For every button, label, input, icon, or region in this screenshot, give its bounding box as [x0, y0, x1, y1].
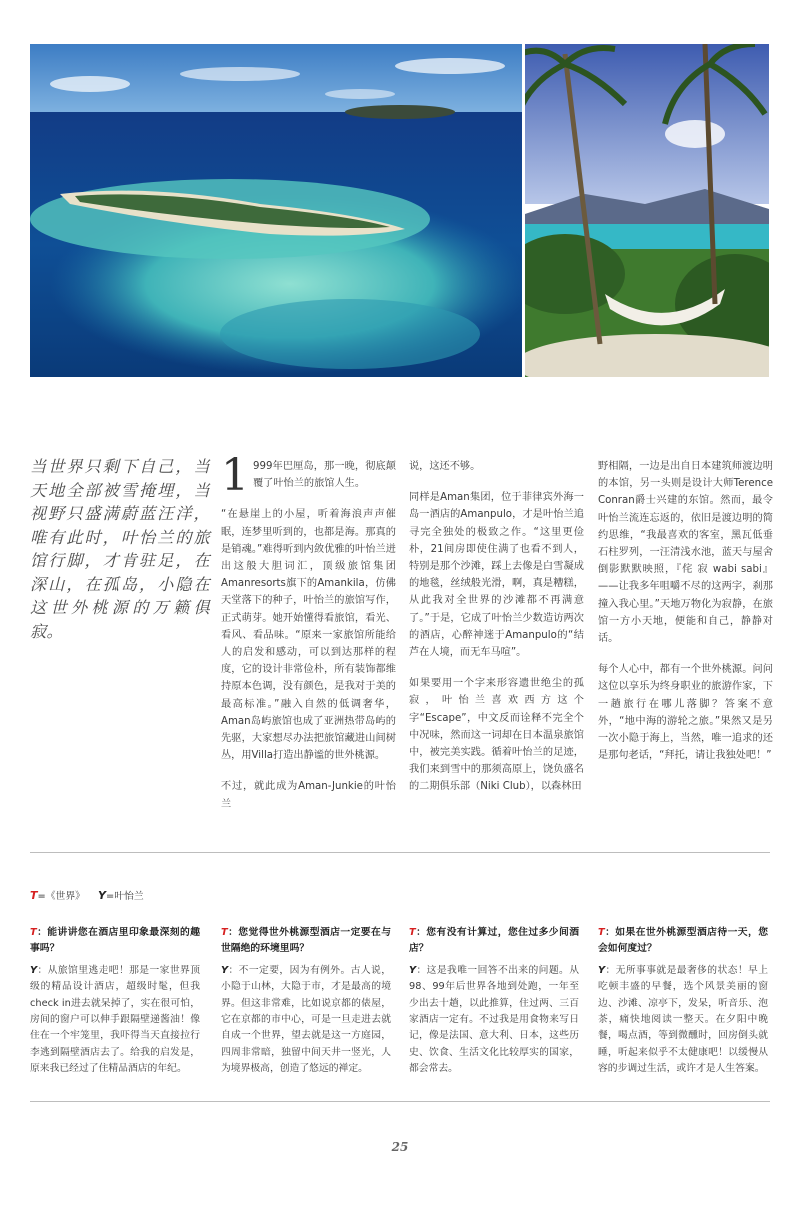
article-paragraph: 1 999年巴厘岛，那一晚，彻底颠覆了叶怡兰的旅馆人生。 [221, 450, 396, 501]
qa-answer: Y：从旅馆里逃走吧！那是一家世界顶级的精品设计酒店，超级时髦，但我check in进去就呆掉了，实在很可怕，房间的窗户可以伸手跟隔壁递酱油！像住在一个牢笼里，我吓得当天直接拉行李逃到隔壁酒店去了。给我的启发是，原来我已经过了住精品酒店的年纪。 [30, 964, 200, 1075]
article-paragraph: 同样是Aman集团，位于菲律宾外海一岛一酒店的Amanpulo，才是叶怡兰追寻完全独处的极致之作。“这里更俭朴，21间房即使住满了也看不到人，特别是那个沙滩，踩上去像是白雪凝成的地毯，丝绒般光滑，啊，真是糟糕，从此我对全世界的沙滩都不再满意了。”于是，它成了叶怡兰少数造访两次的酒店，心醉神迷于Amanpulo的“结芦在人境，而无车马喧”。 [409, 492, 584, 659]
legend-y-value: =叶怡兰 [106, 891, 144, 902]
legend-y-key: Y [98, 889, 107, 902]
page-number: 25 [391, 1140, 409, 1154]
qa-answer: Y：不一定要，因为有例外。古人说，小隐于山林，大隐于市，才是最高的境界。但这非常难，比如说京都的俵屋，它在京都的市中心，可是一旦走进去就自成一个世界，望去就是这一方庭园，四周非常暗，独留中间天井一竖光，人为境界极高，创造了悠远的禅定。 [221, 964, 391, 1075]
qa-block [409, 925, 579, 1078]
qa-question: T：如果在世外桃源型酒店待一天，您会如何度过？ [598, 927, 768, 955]
interview-legend [30, 888, 144, 902]
qa-question: T：您觉得世外桃源型酒店一定要在与世隔绝的环境里吗？ [221, 927, 391, 955]
article-column-3 [598, 458, 773, 778]
divider-rule [30, 1101, 770, 1102]
aerial-island-photo [30, 44, 522, 377]
qa-block [221, 925, 391, 1078]
article-paragraph: 野相隔，一边是出自日本建筑师渡边明的本馆，另一头则是设计大师Terence Conran爵士兴建的东馆。然而，最令叶怡兰流连忘返的，依旧是渡边明的简约思维，“我最喜欢的客室，黑瓦低垂石柱罗列，一汪清浅水池，蓝天与屋舍倒影默默映照，『侘 寂 wabi sabi』——让我多年咀嚼不尽的这两字，刹那撞入我心里。”天地万物化为寂静，在旅馆一方小天地，便能和自己，静静对话。 [598, 461, 773, 645]
qa-block [30, 925, 200, 1078]
qa-answer: Y：这是我唯一回答不出来的问题。从98、99年后世界各地到处跑，一年至少出去十趟，以此推算，住过两、三百家酒店一定有。不过我是用食物来写日记，像是法国、意大利、日本，这些历史、饮食、生活文化比较厚实的国家，都会常去。 [409, 964, 579, 1075]
article-paragraph: 说，这还不够。 [409, 461, 481, 472]
drop-cap: 1 [221, 450, 249, 501]
article-paragraph: 每个人心中，都有一个世外桃源。问问这位以享乐为终身职业的旅游作家，下一趟旅行在哪儿落脚？答案不意外，“地中海的游轮之旅。”果然又是另一次小隐于海上，当然，唯一追求的还是那句老话，“拜托，请让我独处吧！” [598, 664, 773, 762]
legend-t-value: =《世界》 [37, 891, 85, 902]
qa-answer: Y：无所事事就是最奢侈的状态！早上吃顿丰盛的早餐，选个风景美丽的窗边、沙滩、凉亭下，发呆，听音乐、泡茶，痛快地阅读一整天。在夕阳中晚餐，喝点酒，等到微醺时，回房倒头就睡，听起来似乎不太健康吧！以缓慢从容的步调过生活，或许才是人生答案。 [598, 964, 768, 1075]
article-paragraph: 不过，就此成为Aman-Junkie的叶怡兰 [221, 781, 396, 810]
divider-rule [30, 852, 770, 853]
qa-block [598, 925, 768, 1078]
qa-question: T：能讲讲您在酒店里印象最深刻的趣事吗？ [30, 927, 200, 955]
pull-quote: 当世界只剩下自己，当天地全部被雪掩埋，当视野只盛满蔚蓝汪洋，唯有此时，叶怡兰的旅馆行脚，才肯驻足，在深山，在孤岛，小隐在这世外桃源的万籁俱寂。 [30, 457, 210, 641]
article-column-1 [221, 450, 396, 827]
article-column-2 [409, 458, 584, 810]
article-paragraph: “在悬崖上的小屋，听着海浪声声催眠，连梦里听到的，也都是海。那真的是销魂。”难得听到内敛优雅的叶怡兰迸出这般大胆词汇，顶级旅馆集团Amanresorts旗下的Amankila，仿佛天堂落下的种子，叶怡兰的旅馆写作，正式萌芽。她开始懂得看旅馆，看光、看风、看品味。“原来一家旅馆所能给人的启发和感动，可以到达那样的程度，它的设计非常俭朴，所有装饰都维持原本色调，没有颜色，是我对于美的最高标准。”融入自然的低调奢华，Aman岛屿旅馆也成了亚洲热带岛屿的先驱，大家想尽办法把旅馆藏进山间树丛，用Villa打造出静谧的世外桃源。 [221, 509, 396, 762]
qa-question: T：您有没有计算过，您住过多少间酒店？ [409, 927, 579, 955]
hammock-beach-photo [525, 44, 769, 377]
article-paragraph: 如果要用一个字来形容遗世绝尘的孤寂，叶怡兰喜欢西方这个字“Escape”，中文反而诠释不完全个中况味，然而这一词却在日本温泉旅馆中，被完美实践。循着叶怡兰的足迹，我们来到雪中的那须高原上，饶负盛名的二期俱乐部（Niki Club），以森林田 [409, 678, 584, 793]
legend-t-key: T [30, 889, 38, 902]
